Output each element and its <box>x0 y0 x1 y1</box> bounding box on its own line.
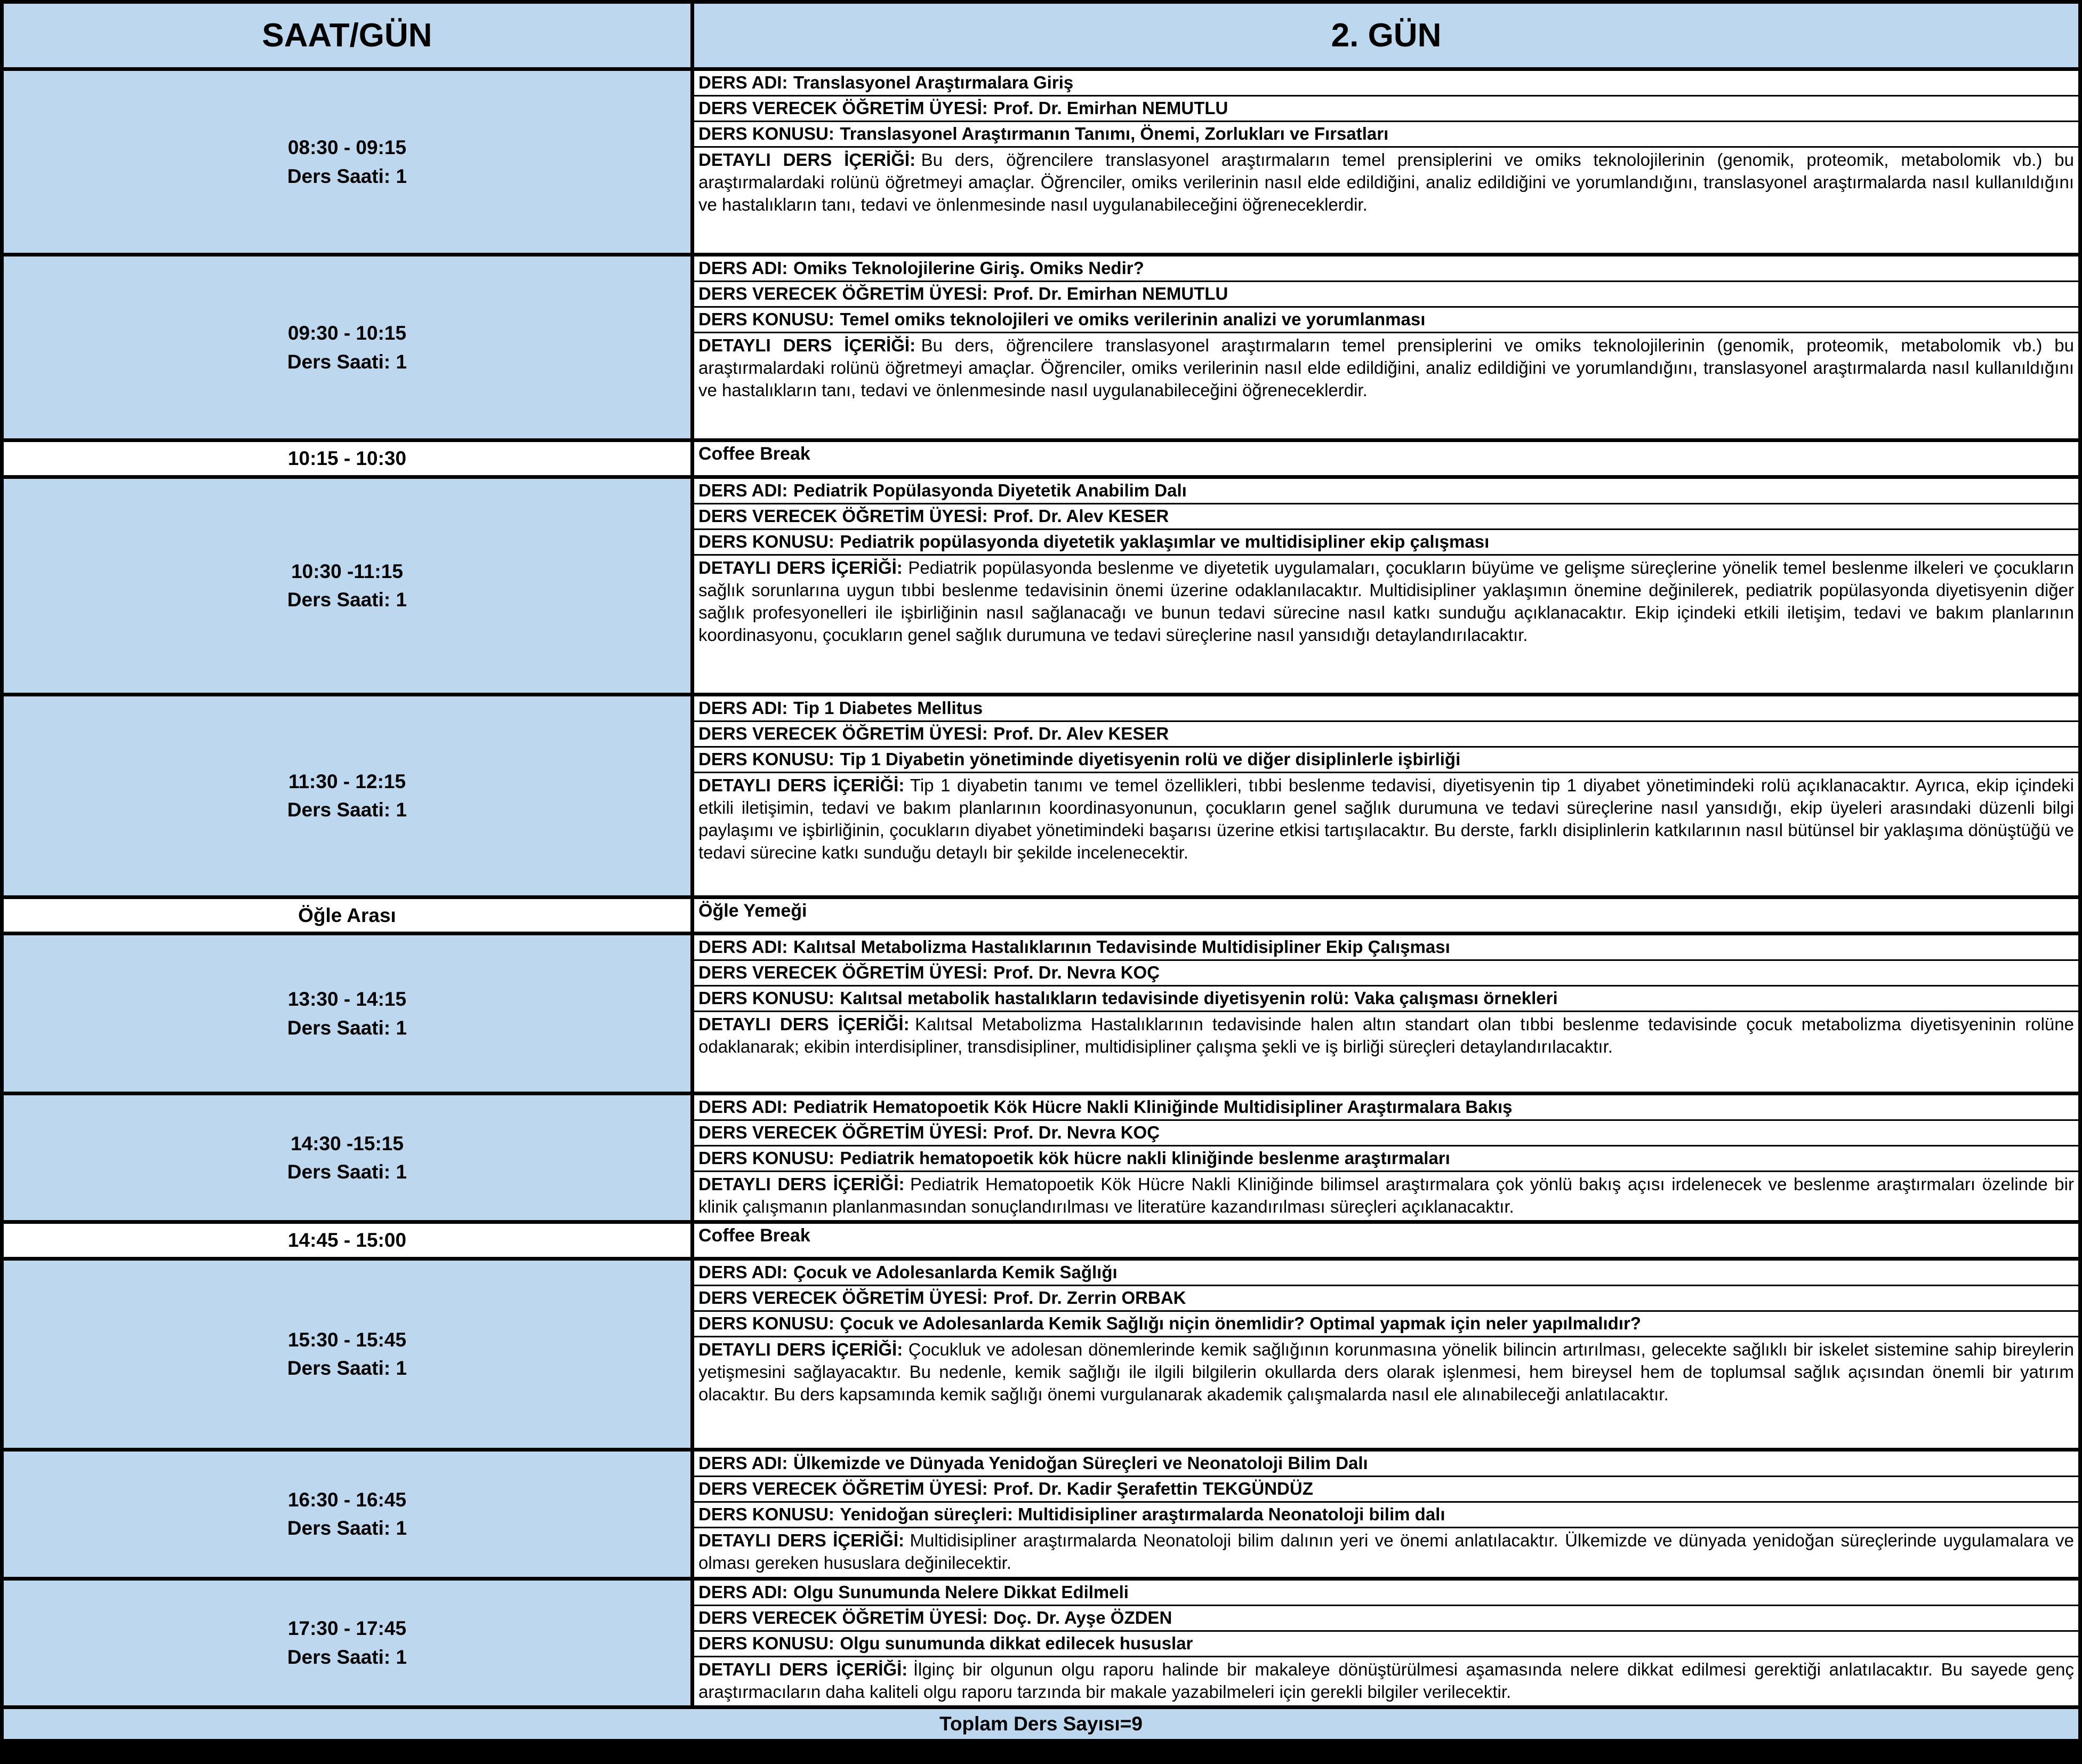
course-name-line <box>694 696 2078 722</box>
topic-label: DERS KONUSU: <box>698 1313 834 1333</box>
lesson-hours: Ders Saati: 1 <box>287 350 407 373</box>
time-range: 14:30 -15:15 <box>291 1132 404 1154</box>
instructor-value: Prof. Dr. Alev KESER <box>993 506 1169 526</box>
schedule-row-1330 <box>4 935 2078 1095</box>
instructor-label: DERS VERECEK ÖĞRETİM ÜYESİ: <box>698 1478 988 1498</box>
topic-value: Pediatrik popülasyonda diyetetik yaklaşımlar ve multidisipliner ekip çalışması <box>840 531 1490 551</box>
topic-label: DERS KONUSU: <box>698 309 834 329</box>
instructor-value: Prof. Dr. Alev KESER <box>993 723 1169 743</box>
instructor-value: Prof. Dr. Kadir Şerafettin TEKGÜNDÜZ <box>993 1478 1313 1498</box>
course-name-line <box>694 1261 2078 1286</box>
topic-line <box>694 1632 2078 1657</box>
schedule-row-1630 <box>4 1452 2078 1581</box>
footer-total-row <box>4 1709 2078 1739</box>
instructor-line <box>694 1477 2078 1503</box>
course-name-line <box>694 1095 2078 1121</box>
topic-line <box>694 987 2078 1012</box>
detail-paragraph <box>694 1528 2078 1577</box>
instructor-line <box>694 961 2078 987</box>
course-name-label: DERS ADI: <box>698 1262 788 1282</box>
break-time-cell <box>4 899 694 932</box>
instructor-value: Prof. Dr. Nevra KOÇ <box>993 1122 1160 1143</box>
break-time-cell <box>4 442 694 475</box>
course-name-label: DERS ADI: <box>698 258 788 278</box>
schedule-row-0930 <box>4 256 2078 442</box>
instructor-value: Doç. Dr. Ayşe ÖZDEN <box>993 1607 1172 1627</box>
course-cell <box>694 696 2078 895</box>
lesson-hours: Ders Saati: 1 <box>287 1016 407 1039</box>
detail-label: DETAYLI DERS İÇERİĞİ: <box>698 1530 904 1550</box>
course-cell <box>694 935 2078 1092</box>
time-range: 15:30 - 15:45 <box>287 1328 407 1351</box>
lesson-hours: Ders Saati: 1 <box>287 1357 407 1380</box>
topic-line <box>694 1503 2078 1528</box>
topic-value: Kalıtsal metabolik hastalıkların tedavisinde diyetisyenin rolü: Vaka çalışması örnekleri <box>840 988 1558 1008</box>
time-range: 17:30 - 17:45 <box>287 1617 407 1640</box>
header-row <box>4 4 2078 71</box>
instructor-label: DERS VERECEK ÖĞRETİM ÜYESİ: <box>698 1607 988 1627</box>
detail-paragraph <box>694 1012 2078 1092</box>
detail-text: Pediatrik Hematopoetik Kök Hücre Nakli Kliniğinde bilimsel araştırmalara çok yönlü bakış açısı irdelenecek ve beslenme araştırmaları özelinde bir klinik çalışmanın planlanmasından sonuçlandırılması ve literatüre kazandırılması süreçleri açıklanacaktır. <box>698 1174 2074 1217</box>
course-name-label: DERS ADI: <box>698 1582 788 1602</box>
course-name-label: DERS ADI: <box>698 937 788 957</box>
detail-text: İlginç bir olgunun olgu raporu halinde bir makaleye dönüştürülmesi aşamasında nelere dikkat edilmesi gerektiği anlatılacaktır. Bu sayede genç araştırmacıların daha kaliteli olgu raporu tarzında bir makale yazabilmeleri için gerekli bilgiler verilecektir. <box>698 1659 2074 1702</box>
topic-line <box>694 308 2078 333</box>
lesson-hours: Ders Saati: 1 <box>287 165 407 187</box>
instructor-value: Prof. Dr. Zerrin ORBAK <box>993 1287 1186 1308</box>
topic-value: Tip 1 Diyabetin yönetiminde diyetisyenin rolü ve diğer disiplinlerle işbirliği <box>840 749 1461 769</box>
instructor-line <box>694 722 2078 748</box>
detail-label: DETAYLI DERS İÇERİĞİ: <box>698 1014 910 1035</box>
lesson-hours: Ders Saati: 1 <box>287 1517 407 1540</box>
schedule-row-1730 <box>4 1581 2078 1709</box>
detail-text: Multidisipliner araştırmalarda Neonatoloji bilim dalının yeri ve önemi anlatılacaktır. Ülkemizde ve dünyada yenidoğan süreçlerinde uygulamalara ve olması gereken hususlara değinilecektir. <box>698 1530 2074 1573</box>
topic-value: Çocuk ve Adolesanlarda Kemik Sağlığı niçin önemlidir? Optimal yapmak için neler yapılmalıdır? <box>840 1313 1641 1333</box>
instructor-line <box>694 282 2078 308</box>
time-cell <box>4 256 694 438</box>
topic-label: DERS KONUSU: <box>698 749 834 769</box>
topic-value: Translasyonel Araştırmanın Tanımı, Önemi, Zorlukları ve Fırsatları <box>840 124 1389 143</box>
course-name-value: Pediatrik Hematopoetik Kök Hücre Nakli Kliniğinde Multidisipliner Araştırmalara Bakış <box>793 1097 1513 1117</box>
instructor-line <box>694 97 2078 122</box>
course-name-label: DERS ADI: <box>698 480 788 500</box>
course-name-line <box>694 935 2078 961</box>
lesson-hours: Ders Saati: 1 <box>287 799 407 821</box>
schedule-row-1130 <box>4 696 2078 899</box>
detail-paragraph <box>694 773 2078 895</box>
course-cell <box>694 1095 2078 1220</box>
topic-value: Yenidoğan süreçleri: Multidisipliner araştırmalarda Neonatoloji bilim dalı <box>840 1504 1445 1524</box>
instructor-label: DERS VERECEK ÖĞRETİM ÜYESİ: <box>698 723 988 743</box>
instructor-label: DERS VERECEK ÖĞRETİM ÜYESİ: <box>698 1287 988 1308</box>
break-row-coffee-1 <box>4 442 2078 479</box>
schedule-row-1030 <box>4 479 2078 696</box>
topic-label: DERS KONUSU: <box>698 988 834 1008</box>
time-cell <box>4 71 694 253</box>
detail-text: Bu ders, öğrencilere translasyonel araştırmaların temel prensiplerini ve omiks teknolojilerinin (genomik, proteomik, metabolomik vb.) bu araştırmalardaki rolünü öğretmeyi amaçlar. Öğrenciler, omiks verilerinin nasıl elde edildiğini, analiz edildiğini ve yorumlandığını, translasyonel araştırmalarda nasıl kullanıldığını ve hastalıkların tanı, tedavi ve önlenmesinde nasıl uygulanabileceğini öğreneceklerdir. <box>698 335 2074 400</box>
schedule-row-1430 <box>4 1095 2078 1224</box>
detail-paragraph <box>694 1657 2078 1705</box>
instructor-line <box>694 504 2078 530</box>
detail-label: DETAYLI DERS İÇERİĞİ: <box>698 775 905 795</box>
topic-line <box>694 1312 2078 1337</box>
detail-label: DETAYLI DERS İÇERİĞİ: <box>698 557 903 578</box>
time-cell <box>4 696 694 895</box>
detail-paragraph <box>694 148 2078 253</box>
topic-label: DERS KONUSU: <box>698 531 834 551</box>
bottom-black-band <box>0 1743 2082 1753</box>
break-row-coffee-2 <box>4 1224 2078 1261</box>
instructor-line <box>694 1286 2078 1312</box>
detail-text: Bu ders, öğrencilere translasyonel araştırmaların temel prensiplerini ve omiks teknolojilerinin (genomik, proteomik, metabolomik vb.) bu araştırmalardaki rolünü öğretmeyi amaçlar. Öğrenciler, omiks verilerinin nasıl elde edildiğini, analiz edildiğini ve yorumlandığını, translasyonel araştırmalarda nasıl kullanıldığını ve hastalıkların tanı, tedavi ve önlenmesinde nasıl uygulanabileceğini öğreneceklerdir. <box>698 150 2074 214</box>
topic-value: Pediatrik hematopoetik kök hücre nakli kliniğinde beslenme araştırmaları <box>840 1148 1450 1168</box>
break-cell <box>694 899 2078 932</box>
course-cell <box>694 1261 2078 1448</box>
course-cell <box>694 71 2078 253</box>
topic-value: Temel omiks teknolojileri ve omiks verilerinin analizi ve yorumlanması <box>840 309 1426 329</box>
instructor-label: DERS VERECEK ÖĞRETİM ÜYESİ: <box>698 963 988 983</box>
topic-line <box>694 748 2078 773</box>
topic-value: Olgu sunumunda dikkat edilecek hususlar <box>840 1633 1193 1653</box>
break-cell <box>694 1224 2078 1257</box>
instructor-value: Prof. Dr. Emirhan NEMUTLU <box>993 284 1228 303</box>
course-name-value: Kalıtsal Metabolizma Hastalıklarının Tedavisinde Multidisipliner Ekip Çalışması <box>793 937 1450 957</box>
course-name-line <box>694 256 2078 282</box>
break-cell <box>694 442 2078 475</box>
instructor-label: DERS VERECEK ÖĞRETİM ÜYESİ: <box>698 98 988 118</box>
topic-label: DERS KONUSU: <box>698 1504 834 1524</box>
time-cell <box>4 479 694 693</box>
detail-paragraph <box>694 556 2078 693</box>
course-name-line <box>694 1452 2078 1477</box>
detail-label: DETAYLI DERS İÇERİĞİ: <box>698 150 916 170</box>
header-day-col: 2. GÜN <box>694 4 2078 67</box>
time-range: 13:30 - 14:15 <box>287 988 407 1011</box>
break-row-lunch <box>4 899 2078 936</box>
topic-label: DERS KONUSU: <box>698 124 834 143</box>
instructor-line <box>694 1121 2078 1146</box>
topic-label: DERS KONUSU: <box>698 1633 834 1653</box>
schedule-row-1530 <box>4 1261 2078 1452</box>
instructor-label: DERS VERECEK ÖĞRETİM ÜYESİ: <box>698 506 988 526</box>
header-time-col: SAAT/GÜN <box>4 4 694 67</box>
detail-label: DETAYLI DERS İÇERİĞİ: <box>698 1659 908 1679</box>
course-name-value: Ülkemizde ve Dünyada Yenidoğan Süreçleri ve Neonatoloji Bilim Dalı <box>793 1453 1368 1473</box>
break-label: Öğle Yemeği <box>698 900 807 921</box>
detail-paragraph <box>694 1172 2078 1220</box>
instructor-value: Prof. Dr. Emirhan NEMUTLU <box>993 98 1228 118</box>
instructor-value: Prof. Dr. Nevra KOÇ <box>993 963 1160 983</box>
time-range: 14:45 - 15:00 <box>287 1229 407 1252</box>
course-name-label: DERS ADI: <box>698 1097 788 1117</box>
time-range: Öğle Arası <box>298 904 396 926</box>
course-name-value: Tip 1 Diabetes Mellitus <box>793 697 983 718</box>
detail-text: Kalıtsal Metabolizma Hastalıklarının tedavisinde halen altın standart olan tıbbi beslenme tedavisinde çocuk metabolizma diyetisyeninin rolüne odaklanarak; ekibin interdisipliner, transdisipliner, multidisipliner çalışma şekli ve iş birliği süreçleri detaylandırılacaktır. <box>698 1014 2074 1057</box>
instructor-line <box>694 1606 2078 1632</box>
course-name-line <box>694 1581 2078 1606</box>
lesson-hours: Ders Saati: 1 <box>287 1161 407 1183</box>
course-name-line <box>694 479 2078 504</box>
detail-label: DETAYLI DERS İÇERİĞİ: <box>698 335 916 355</box>
course-name-value: Çocuk ve Adolesanlarda Kemik Sağlığı <box>793 1262 1118 1282</box>
course-name-label: DERS ADI: <box>698 73 788 92</box>
instructor-label: DERS VERECEK ÖĞRETİM ÜYESİ: <box>698 1122 988 1143</box>
time-range: 11:30 - 12:15 <box>288 770 406 792</box>
topic-line <box>694 530 2078 556</box>
time-cell <box>4 1452 694 1577</box>
instructor-label: DERS VERECEK ÖĞRETİM ÜYESİ: <box>698 284 988 303</box>
course-cell <box>694 1452 2078 1577</box>
topic-line <box>694 122 2078 148</box>
topic-label: DERS KONUSU: <box>698 1148 834 1168</box>
break-label: Coffee Break <box>698 1225 810 1246</box>
course-name-label: DERS ADI: <box>698 697 788 718</box>
schedule-row-0830 <box>4 71 2078 256</box>
course-name-value: Pediatrik Popülasyonda Diyetetik Anabilim Dalı <box>793 480 1187 500</box>
break-time-cell <box>4 1224 694 1257</box>
break-label: Coffee Break <box>698 444 810 464</box>
detail-paragraph <box>694 1337 2078 1448</box>
detail-text: Tip 1 diyabetin tanımı ve temel özellikleri, tıbbi beslenme tedavisi, diyetisyenin tip 1 diyabet yönetimindeki rolü açıklanacaktır. Ayrıca, ekip içindeki etkili iletişimin, tedavi ve bakım planlarının koordinasyonunun, çocukların genel sağlık durumuna ve tedavi süreçlerine nasıl yansıdığı, ekip üyeleri arasındaki düzenli bilgi paylaşımı ve işbirliğinin, çocukların diyabet yönetimindeki başarısı üzerine etkisi tartışılacaktır. Bu derste, farklı disiplinlerin katkılarının nasıl bütünsel bir yaklaşıma dönüştüğü ve tedavi sürecine katkı sunduğu detaylı bir şekilde incelenecektir. <box>698 775 2074 862</box>
time-range: 09:30 - 10:15 <box>287 322 407 344</box>
time-range: 10:30 -11:15 <box>291 560 403 582</box>
time-cell <box>4 1261 694 1448</box>
detail-text: Pediatrik popülasyonda beslenme ve diyetetik uygulamaları, çocukların büyüme ve gelişme süreçlerine yönelik temel beslenme ilkeleri ve çocukların sağlık sorunlarına uygun tıbbi beslenme tedavisinin önemi üzerine odaklanılacaktır. Multidisipliner yaklaşımın önemine değinilerek, pediatrik popülasyonda diyetisyenin diğer sağlık profesyonelleri ile işbirliğinin nasıl sağlanacağı ve bunun tedavi sürecine nasıl katkı sunduğu açıklanacaktır. Ekip içindeki etkili iletişim, tedavi ve bakım planlarının koordinasyonu, çocukların genel sağlık durumuna ve tedavi süreçlerine nasıl yansıdığı detaylandırılacaktır. <box>698 557 2074 645</box>
time-range: 08:30 - 09:15 <box>287 136 407 158</box>
total-lessons: Toplam Ders Sayısı=9 <box>939 1712 1143 1735</box>
course-name-label: DERS ADI: <box>698 1453 788 1473</box>
detail-paragraph <box>694 333 2078 438</box>
course-name-line <box>694 71 2078 97</box>
time-cell <box>4 935 694 1092</box>
course-name-value: Translasyonel Araştırmalara Giriş <box>793 73 1074 92</box>
time-cell <box>4 1095 694 1220</box>
time-range: 16:30 - 16:45 <box>287 1488 407 1511</box>
detail-label: DETAYLI DERS İÇERİĞİ: <box>698 1174 905 1194</box>
course-cell <box>694 479 2078 693</box>
course-name-value: Olgu Sunumunda Nelere Dikkat Edilmeli <box>793 1582 1129 1602</box>
time-range: 10:15 - 10:30 <box>287 447 407 469</box>
detail-text: Çocukluk ve adolesan dönemlerinde kemik sağlığının korunmasına yönelik bilincin artırılması, gelecekte sağlıklı bir iskelet sistemine sahip bireylerin yetişmesini sağlayacaktır. Bu nedenle, kemik sağlığı ile ilgili bilgilerin okullarda ders olarak işlenmesi, hem bireysel hem de toplumsal sağlık açısından önemli bir yatırım olacaktır. Bu ders kapsamında kemik sağlığı önemi vurgulanarak akademik çalışmalarda nasıl ele alınabileceği anlatılacaktır. <box>698 1339 2074 1404</box>
lesson-hours: Ders Saati: 1 <box>287 589 407 611</box>
detail-label: DETAYLI DERS İÇERİĞİ: <box>698 1339 903 1359</box>
course-name-value: Omiks Teknolojilerine Giriş. Omiks Nedir? <box>793 258 1144 278</box>
lesson-hours: Ders Saati: 1 <box>287 1646 407 1668</box>
time-cell <box>4 1581 694 1705</box>
course-cell <box>694 256 2078 438</box>
course-cell <box>694 1581 2078 1705</box>
topic-line <box>694 1146 2078 1172</box>
